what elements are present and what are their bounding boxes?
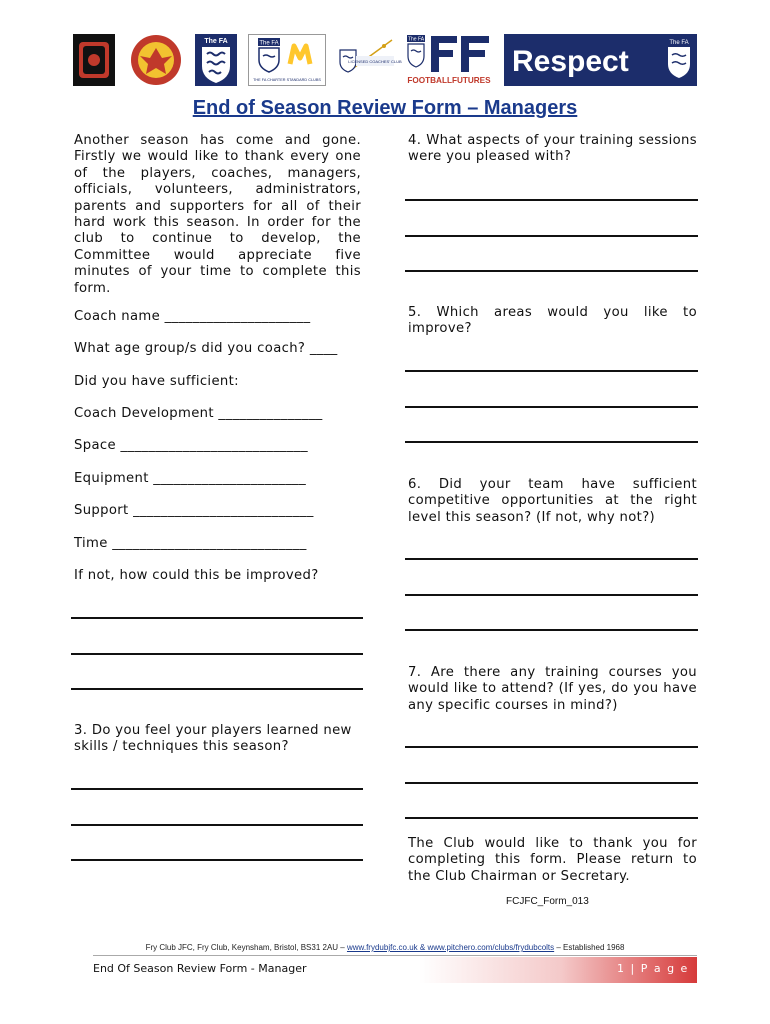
footer-document-name: End Of Season Review Form - Manager xyxy=(93,962,307,975)
closing-note: The Club would like to thank you for completing this form. Please return to the Club Chairman or Secretary. xyxy=(408,836,697,884)
form-reference: FCJFC_Form_013 xyxy=(506,896,589,907)
footer-website-links[interactable]: www.frydubjfc.co.uk & www.pitchero.com/clubs/frydubcolts xyxy=(346,943,555,952)
page-title: End of Season Review Form – Managers xyxy=(192,97,578,119)
q7-answer-line[interactable] xyxy=(405,817,698,819)
question-4: 4. What aspects of your training sessions were you pleased with? xyxy=(408,133,697,165)
footer-page-number: 1 | P a g e xyxy=(617,962,689,975)
coaches-label: LICENSED COACHES' CLUB xyxy=(348,59,402,64)
question-5: 5. Which areas would you like to improve? xyxy=(408,305,697,337)
age-group-field[interactable]: What age group/s did you coach? ____ xyxy=(74,341,338,356)
licensed-coaches-logo xyxy=(334,34,402,86)
respect-logo xyxy=(504,34,697,86)
space-field[interactable]: Space ___________________________ xyxy=(74,438,308,453)
football-futures-label: FOOTBALLFUTURES xyxy=(407,76,491,85)
charter-label: THE FA CHARTER STANDARD CLUBS xyxy=(253,78,321,82)
footer-address-line xyxy=(0,943,770,952)
q3-answer-line[interactable] xyxy=(71,824,363,826)
footer-established: – Established 1968 xyxy=(554,943,625,952)
question-6: 6. Did your team have sufficient competitive opportunities at the right level this season? (If not, why not?) xyxy=(408,477,697,525)
question-3: 3. Do you feel your players learned new skills / techniques this season? xyxy=(74,723,352,755)
q4-answer-line[interactable] xyxy=(405,199,698,201)
charter-fa-text: The FA xyxy=(259,40,279,47)
coach-development-field[interactable]: Coach Development _______________ xyxy=(74,406,323,421)
club-badge-logo xyxy=(73,34,115,86)
q7-answer-line[interactable] xyxy=(405,746,698,748)
time-field[interactable]: Time ____________________________ xyxy=(74,536,307,551)
q3-answer-line[interactable] xyxy=(71,788,363,790)
support-field[interactable]: Support __________________________ xyxy=(74,503,314,518)
improve-answer-line[interactable] xyxy=(71,617,363,619)
fa-logo-text: The FA xyxy=(204,38,228,45)
q5-answer-line[interactable] xyxy=(405,406,698,408)
improve-answer-line[interactable] xyxy=(71,653,363,655)
intro-paragraph: Another season has come and gone. Firstly we would like to thank every one of the players, coaches, managers, officials, volunteers, administrators, parents and supporters for all of their hard work this season. In order for the club to continue to develop, the Committee would appreciate five minutes of your time to complete this form. xyxy=(74,133,361,296)
footer-address: Fry Club JFC, Fry Club, Keynsham, Bristol, BS31 2AU – xyxy=(145,943,347,952)
improve-answer-line[interactable] xyxy=(71,688,363,690)
footer-divider xyxy=(93,955,697,956)
q4-answer-line[interactable] xyxy=(405,235,698,237)
keynsham-badge-logo xyxy=(128,34,184,86)
q6-answer-line[interactable] xyxy=(405,594,698,596)
q6-answer-line[interactable] xyxy=(405,629,698,631)
q5-answer-line[interactable] xyxy=(405,370,698,372)
question-7: 7. Are there any training courses you would like to attend? (If yes, do you have any specific courses in mind?) xyxy=(408,665,697,713)
q5-answer-line[interactable] xyxy=(405,441,698,443)
charter-standard-logo xyxy=(248,34,326,86)
ff-fa-text: The FA xyxy=(407,36,425,43)
respect-fa-text: The FA xyxy=(669,40,689,46)
equipment-field[interactable]: Equipment ______________________ xyxy=(74,471,307,486)
q3-answer-line[interactable] xyxy=(71,859,363,861)
q6-answer-line[interactable] xyxy=(405,558,698,560)
fa-crest-logo xyxy=(195,34,237,86)
q7-answer-line[interactable] xyxy=(405,782,698,784)
q4-answer-line[interactable] xyxy=(405,270,698,272)
respect-label: Respect xyxy=(512,45,629,78)
coach-name-field[interactable]: Coach name _____________________ xyxy=(74,309,311,324)
sufficient-label: Did you have sufficient: xyxy=(74,374,239,389)
football-futures-logo xyxy=(405,34,493,86)
improve-question: If not, how could this be improved? xyxy=(74,568,319,583)
